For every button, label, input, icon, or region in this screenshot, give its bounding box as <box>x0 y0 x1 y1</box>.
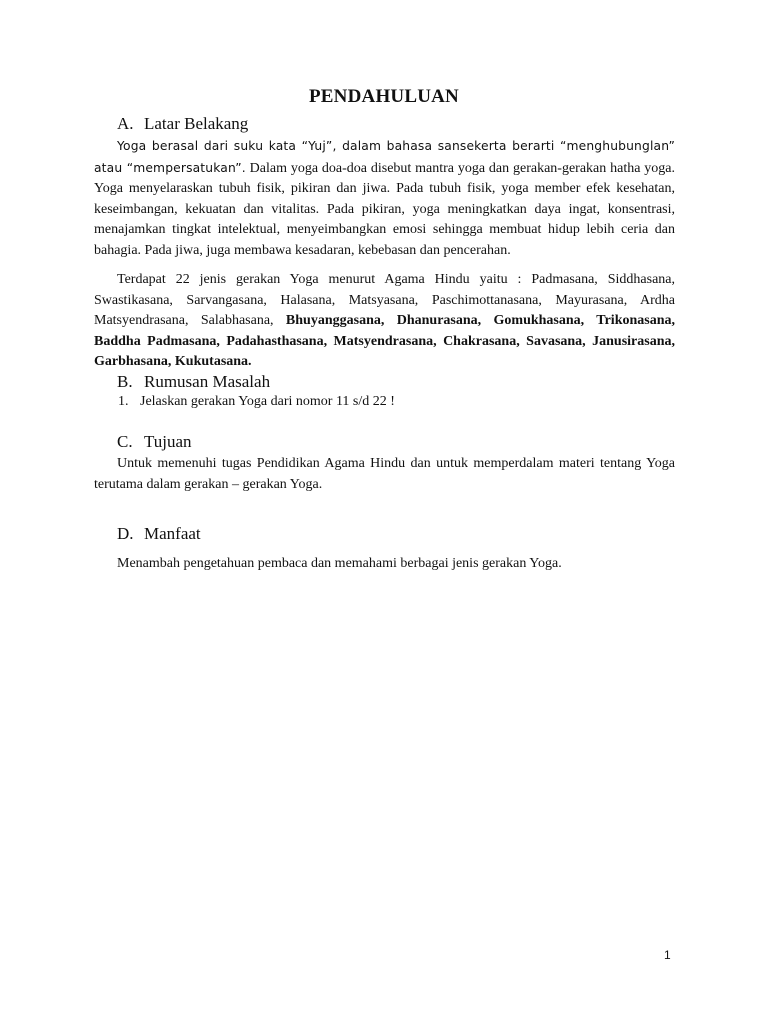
section-letter: D. <box>117 524 134 543</box>
list-item-text: Jelaskan gerakan Yoga dari nomor 11 s/d 22 ! <box>140 394 395 409</box>
paragraph-latar-belakang-2 <box>94 270 675 373</box>
section-heading-rumusan-masalah <box>117 372 270 392</box>
section-heading-latar-belakang <box>117 114 248 134</box>
paragraph-body-text: Dalam yoga doa-doa disebut mantra yoga dan gerakan-gerakan hatha yoga. Yoga menyelaraskan tubuh fisik, pikiran dan jiwa. Pada tubuh fisik, yoga member efek kesehatan, keseimbangan, kekuatan dan vitalitas. Pada pikiran, yoga meningkatkan daya ingat, konsentrasi, menajamkan tingkat intelektual, menyeimbangkan emosi sehingga membuat hidup lebih ceria dan bahagia. Pada jiwa, juga membawa kesadaran, kebebasan dan pencerahan. <box>94 160 675 258</box>
list-item <box>118 394 395 410</box>
paragraph-body-text: Untuk memenuhi tugas Pendidikan Agama Hindu dan untuk memperdalam materi tentang Yoga terutama dalam gerakan – gerakan Yoga. <box>94 456 675 492</box>
section-title: Tujuan <box>144 432 192 451</box>
page-number: 1 <box>664 948 671 962</box>
section-letter: A. <box>117 114 134 133</box>
section-heading-tujuan <box>117 432 192 452</box>
page-title: PENDAHULUAN <box>309 86 459 107</box>
section-title: Rumusan Masalah <box>144 372 271 391</box>
paragraph-body-text: Menambah pengetahuan pembaca dan memahami berbagai jenis gerakan Yoga. <box>117 556 562 571</box>
section-title: Manfaat <box>144 524 201 543</box>
section-letter: B. <box>117 372 133 391</box>
paragraph-lead-text: Yoga berasal dari suku kata “Yuj”, dalam bahasa sansekerta berarti “menghubunglan” atau “mempersatukan”. <box>94 139 675 175</box>
paragraph-body-text: Terdapat 22 jenis gerakan Yoga menurut Agama Hindu yaitu : Padmasana, Siddhasana, Swastikasana, Sarvangasana, Halasana, Matsyasana, Paschimottanasana, Mayurasana, Ardha Matsyendrasana, Salabhasana, <box>94 272 675 328</box>
paragraph-latar-belakang-1 <box>94 136 675 261</box>
section-letter: C. <box>117 432 133 451</box>
paragraph-tujuan <box>94 454 675 495</box>
section-title: Latar Belakang <box>144 114 249 133</box>
paragraph-manfaat <box>94 554 675 575</box>
list-item-number: 1. <box>118 394 129 409</box>
paragraph-bold-text: Bhuyanggasana, Dhanurasana, Gomukhasana, Trikonasana, Baddha Padmasana, Padahasthasana, Matsyendrasana, Chakrasana, Savasana, Janusirasana, Garbhasana, Kukutasana. <box>94 313 675 369</box>
section-heading-manfaat <box>117 524 201 544</box>
